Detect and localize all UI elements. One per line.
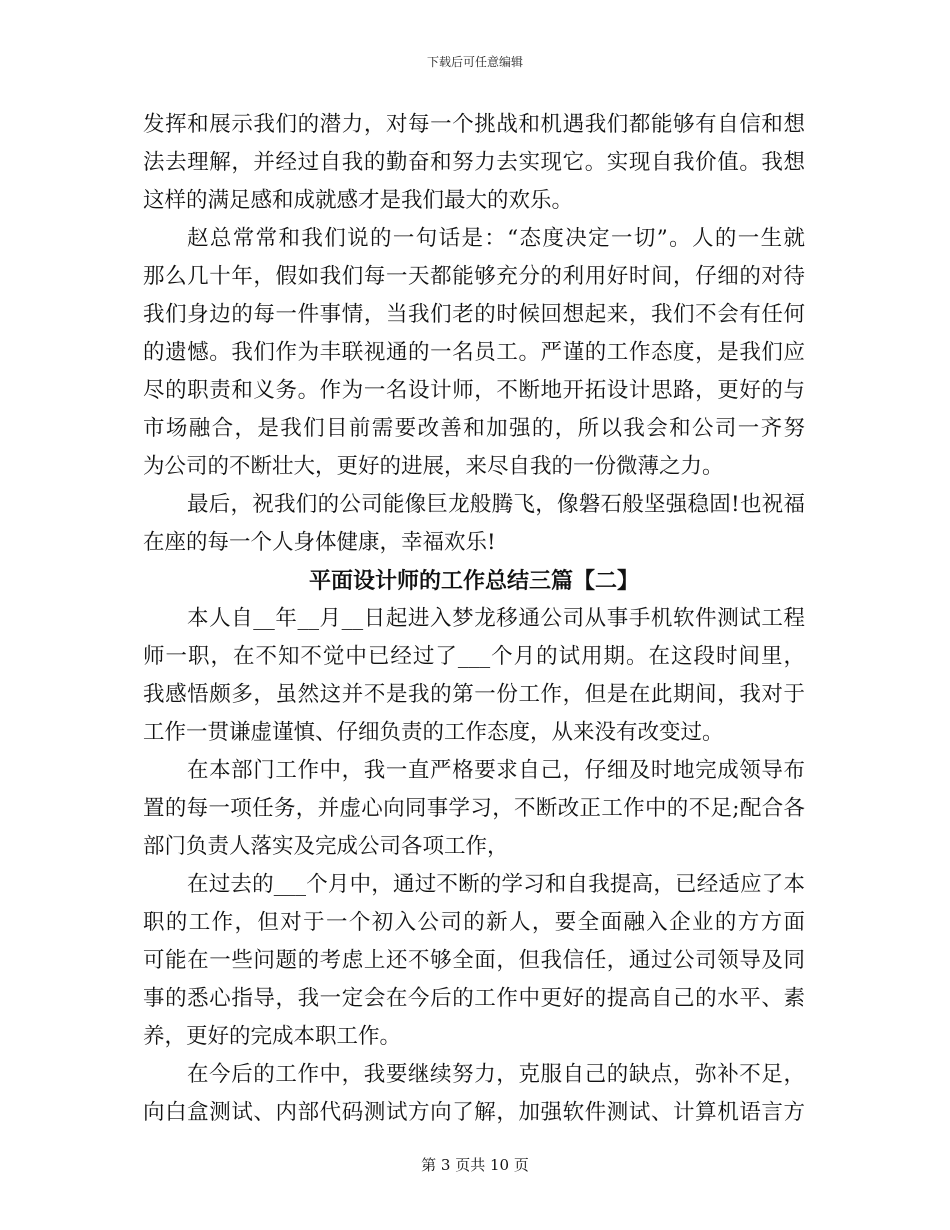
text-line: 养，更好的完成本职工作。 (143, 1024, 402, 1049)
document-body (143, 106, 805, 1132)
paragraph (143, 220, 805, 486)
text-line: 师一职，在不知不觉中已经过了___个月的试用期。在这段时间里， (143, 644, 805, 669)
paragraph (143, 486, 805, 562)
text-line: 部门负责人落实及完成公司各项工作， (143, 834, 509, 859)
text-line: 在今后的工作中，我要继续努力，克服自己的缺点，弥补不足， (187, 1062, 805, 1087)
text-line: 发挥和展示我们的潜力，对每一个挑战和机遇我们都能够有自信和想 (143, 112, 805, 137)
text-line: 那么几十年，假如我们每一天都能够充分的利用好时间，仔细的对待 (143, 264, 805, 289)
text-line: 市场融合，是我们目前需要改善和加强的，所以我会和公司一齐努 (143, 416, 805, 441)
text-line: 为公司的不断壮大，更好的进展，来尽自我的一份微薄之力。 (143, 454, 724, 479)
text-line: 在座的每一个人身体健康，幸福欢乐! (143, 530, 496, 555)
paragraph (143, 752, 805, 866)
text-line: 置的每一项任务，并虚心向同事学习，不断改正工作中的不足;配合各 (143, 796, 805, 821)
text-line: 本人自__年__月__日起进入梦龙移通公司从事手机软件测试工程 (187, 606, 805, 631)
text-line: 向白盒测试、内部代码测试方向了解，加强软件测试、计算机语言方 (143, 1100, 805, 1125)
paragraph (143, 1056, 805, 1132)
text-line: 在本部门工作中，我一直严格要求自己，仔细及时地完成领导布 (187, 758, 805, 783)
paragraph (143, 600, 805, 752)
text-line: 最后，祝我们的公司能像巨龙般腾飞，像磐石般坚强稳固!也祝福 (187, 492, 805, 517)
paragraph (143, 106, 805, 220)
text-line: 可能在一些问题的考虑上还不够全面，但我信任，通过公司领导及同 (143, 948, 805, 973)
text-line: 职的工作，但对于一个初入公司的新人，要全面融入企业的方方面 (143, 910, 805, 935)
page-header: 下载后可任意编辑 (426, 55, 523, 69)
text-line: 法去理解，并经过自我的勤奋和努力去实现它。实现自我价值。我想 (143, 150, 805, 175)
text-line: 工作一贯谦虚谨慎、仔细负责的工作态度，从来没有改变过。 (143, 720, 724, 745)
page-number-footer: 第 3 页共 10 页 (421, 1156, 529, 1174)
text-line: 我感悟颇多，虽然这并不是我的第一份工作，但是在此期间，我对于 (143, 682, 805, 707)
paragraph (143, 866, 805, 1056)
text-line: 事的悉心指导，我一定会在今后的工作中更好的提高自己的水平、素 (143, 986, 805, 1011)
text-line: 这样的满足感和成就感才是我们最大的欢乐。 (143, 188, 574, 213)
text-line: 尽的职责和义务。作为一名设计师，不断地开拓设计思路，更好的与 (143, 378, 805, 403)
text-line: 赵总常常和我们说的一句话是：“态度决定一切”。人的一生就 (187, 226, 805, 251)
text-line: 在过去的___个月中，通过不断的学习和自我提高，已经适应了本 (187, 872, 805, 897)
text-line: 的遗憾。我们作为丰联视通的一名员工。严谨的工作态度，是我们应 (143, 340, 805, 365)
section-heading: 平面设计师的工作总结三篇【二】 (308, 568, 639, 594)
text-line: 我们身边的每一件事情，当我们老的时候回想起来，我们不会有任何 (143, 302, 805, 327)
